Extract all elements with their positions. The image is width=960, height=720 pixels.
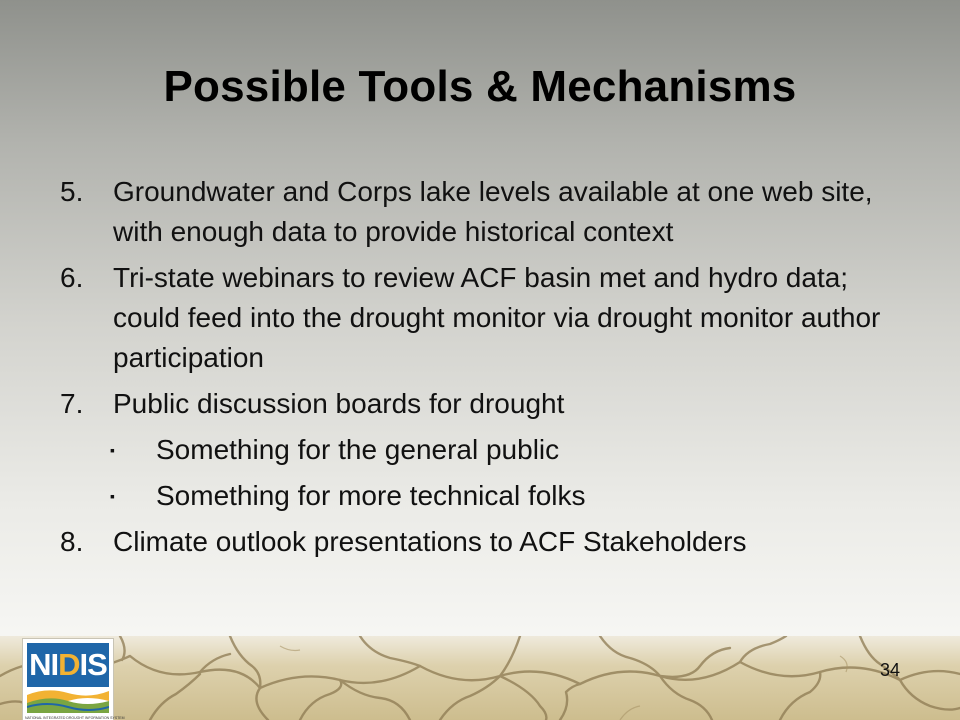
sub-bullet-text: Something for more technical folks xyxy=(156,480,586,511)
nidis-logo-wordmark: NIDIS xyxy=(27,643,109,687)
sub-bullet-text: Something for the general public xyxy=(156,434,560,465)
list-number: 8. xyxy=(60,526,84,557)
list-number: 5. xyxy=(60,176,84,207)
list-item-8 xyxy=(60,522,920,562)
list-number: 6. xyxy=(60,262,84,293)
slide-title: Possible Tools & Mechanisms xyxy=(163,62,797,111)
list-text: Groundwater and Corps lake levels available at one web site, with enough data to provide historical context xyxy=(113,176,873,247)
list-text: Public discussion boards for drought xyxy=(113,388,565,419)
cracked-earth-footer xyxy=(0,636,960,720)
sub-bullet-technical-folks xyxy=(60,476,920,516)
list-number: 7. xyxy=(60,388,84,419)
sub-bullet-general-public xyxy=(60,430,920,470)
square-bullet-icon: ▪ xyxy=(110,488,115,504)
square-bullet-icon: ▪ xyxy=(110,442,115,458)
slide-body xyxy=(60,172,920,568)
page-number: 34 xyxy=(880,660,901,680)
list-item-5 xyxy=(60,172,920,252)
list-item-6 xyxy=(60,258,920,378)
list-item-7 xyxy=(60,384,920,424)
list-text: Tri-state webinars to review ACF basin met and hydro data; could feed into the drought monitor via drought monitor author participation xyxy=(113,262,881,373)
list-text: Climate outlook presentations to ACF Stakeholders xyxy=(113,526,747,557)
cracked-earth-image xyxy=(0,636,960,720)
nidis-logo xyxy=(22,638,125,720)
nidis-tagline: NATIONAL INTEGRATED DROUGHT INFORMATION SYSTEM xyxy=(25,716,125,720)
landscape-wave-icon xyxy=(27,687,109,713)
